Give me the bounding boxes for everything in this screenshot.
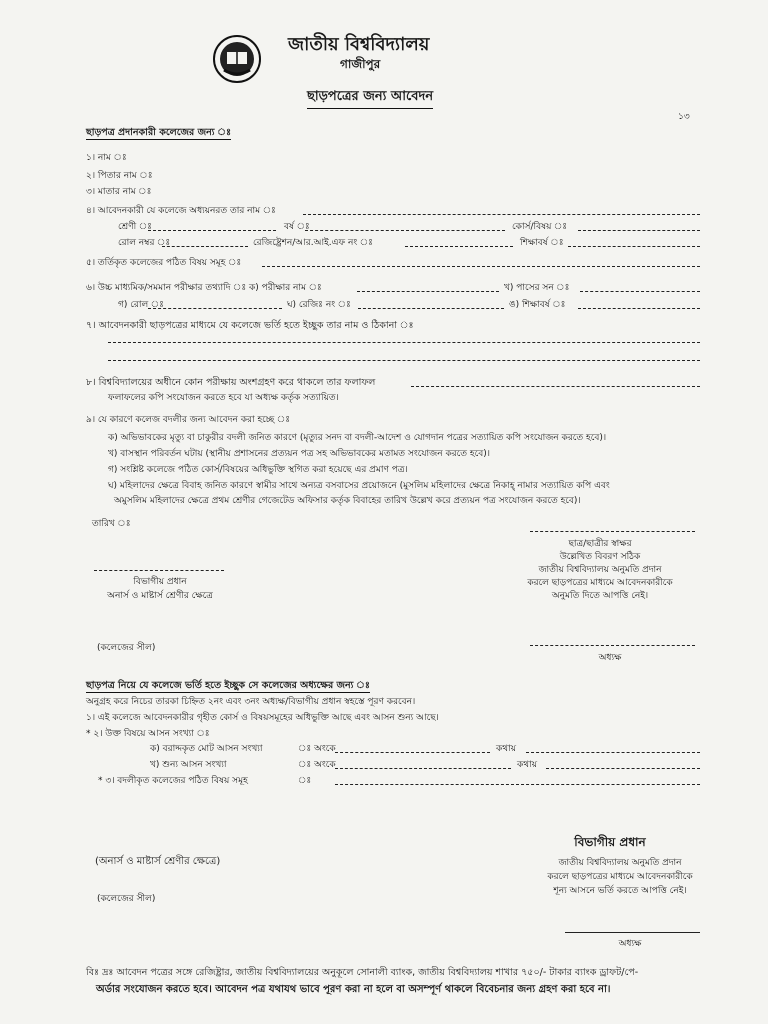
dept-head-label: বিভাগীয় প্রধান — [133, 577, 187, 587]
section2-permission-line-1: জাতীয় বিশ্ববিদ্যালয় অনুমতি প্রদান — [558, 858, 682, 868]
current-college-line[interactable] — [303, 214, 700, 215]
item-allocated-seats: ক) বরাদ্দকৃত মোট আসন সংখ্যা — [150, 744, 263, 754]
hsc-reg-line[interactable] — [358, 308, 504, 309]
hsc-session-line[interactable] — [578, 308, 700, 309]
principal-label-2: অধ্যক্ষ — [618, 939, 642, 949]
field-hsc-info: ৬। উচ্চ মাধ্যমিক/সমমান পরীক্ষার তথ্যাদি ঃ ক) পরীক্ষার নাম ঃ — [86, 283, 322, 293]
item-transfer-subjects: * ৩। বদলীকৃত কলেজের পঠিত বিষয় সমূহ — [98, 776, 248, 786]
field-mother-name: ৩। মাতার নাম ঃ — [86, 187, 152, 197]
allocated-seats-words-line[interactable] — [526, 752, 700, 753]
dept-head-note: অনার্স ও মাষ্টার্স শ্রেণীর ক্ষেত্রে — [107, 591, 213, 601]
reason-d-1: ঘ) মহিলাদের ক্ষেত্রে বিবাহ জনিত কারণে স্বামীর সাথে অন্যত্র বসবাসের প্রয়োজনে (মুসলিম মহিলাদের ক্ষেত্রে নিকাহ্ নামার সত্যায়িত কপি এবং — [108, 481, 610, 491]
reason-c: গ) সংশ্লিষ্ট কলেজে পঠিত কোর্স/বিষয়ের অধিভুক্তি স্থগিত করা হয়েছে এর প্রমাণ পত্র। — [108, 465, 408, 475]
verification-line-4: অনুমতি দিতে আপত্তি নেই। — [551, 591, 649, 601]
field-transfer-reason: ৯। যে কারণে কলেজ বদলীর জন্য আবেদন করা হচ্ছে ঃ — [86, 415, 291, 425]
field-session: শিক্ষাবর্ষ ঃ — [520, 238, 564, 248]
form-title: ছাড়পত্রের জন্য আবেদন — [307, 87, 433, 109]
principal-signature-line-2[interactable] — [565, 932, 700, 933]
target-college-line-2[interactable] — [108, 360, 700, 361]
vacant-seats-kothay: কথায় — [517, 760, 538, 770]
field-subjects: ৫। তর্তিকৃত কলেজের পঠিত বিষয় সমূহ ঃ — [86, 258, 242, 268]
corner-mark: ১৩ — [678, 112, 690, 122]
registration-line[interactable] — [405, 246, 513, 247]
exam-name-line[interactable] — [357, 291, 499, 292]
allocated-seats-kothay: কথায় — [496, 744, 517, 754]
reason-b: খ) বাসস্থান পরিবর্তন ঘটায় (স্থানীয় প্রশাসনের প্রত্যয়ন পত্র সহ অভিভাবকের মতামত সংযোজন করতে হবে)। — [108, 449, 490, 459]
student-signature-label: ছাত্র/ছাত্রীর স্বাক্ষর — [568, 539, 632, 549]
session-line[interactable] — [568, 246, 700, 247]
roll-line[interactable] — [162, 246, 248, 247]
principal-signature-line-1[interactable] — [530, 645, 695, 646]
field-year: বর্ষ ঃ — [284, 222, 310, 232]
class-line[interactable] — [148, 230, 276, 231]
section2-instruction: অনুগ্রহ করে নিচের তারকা চিহ্নিত ২নং এবং ৩নং অধ্যক্ষ/বিভাগীয় প্রধান স্বহস্তে পূরণ করবেন। — [86, 697, 416, 707]
section2-dept-head-label: বিভাগীয় প্রধান — [574, 835, 646, 849]
pass-year-line[interactable] — [580, 291, 700, 292]
field-registration: রেজিষ্ট্রেশন/আর.আই.এফ নং ঃ — [253, 238, 373, 248]
reason-d-2: অমুসলিম মহিলাদের ক্ষেত্রে প্রথম শ্রেণীর গেজেটেড অফিসার কর্তৃক বিবাহের তারিখ উল্লেখ করে প্রত্যয়ন পত্র সংযোজন করতে হবে)। — [114, 496, 581, 506]
verification-line-1: উল্লেখিত বিবরণ সঠিক — [559, 552, 641, 562]
exam-result-line[interactable] — [411, 386, 700, 387]
field-hsc-reg: ঘ) রেজিঃ নং ঃ — [287, 300, 351, 310]
field-exam-result: ৮। বিশ্ববিদ্যালয়ের অধীনে কোন পরীক্ষায় অংশগ্রহণ করে থাকলে তার ফলাফল — [86, 377, 376, 388]
student-signature-line[interactable] — [530, 531, 695, 532]
transfer-subjects-colon: ঃ — [298, 776, 312, 786]
section2-heading: ছাড়পত্র নিয়ে যে কলেজে ভর্তি হতে ইচ্ছুক সে কলেজের অধ্যক্ষের জন্য ঃ — [86, 680, 371, 691]
field-pass-year: খ) পাসের সন ঃ — [504, 283, 570, 293]
verification-line-3: করলে ছাড়পত্রের মাধ্যমে আবেদনকারীকে — [527, 578, 673, 588]
university-location: গাজীপুর — [340, 57, 381, 71]
hsc-roll-line[interactable] — [148, 308, 282, 309]
principal-label-1: অধ্যক্ষ — [598, 653, 622, 663]
field-date: তারিখ ঃ — [92, 519, 131, 529]
dept-head-signature-line[interactable] — [94, 570, 224, 571]
vacant-seats-ank: ঃ অংকে — [298, 760, 336, 770]
college-seal-2: (কলেজের সীল) — [97, 894, 156, 904]
item-seat-count: * ২। উক্ত বিষয়ে আসন সংখ্যা ঃ — [86, 729, 210, 739]
field-course: কোর্স/বিষয় ঃ — [512, 222, 568, 232]
transfer-subjects-line[interactable] — [335, 784, 700, 785]
vacant-seats-words-line[interactable] — [546, 768, 700, 769]
reason-a: ক) অভিভাবকের মৃত্যু বা চাকুরীর বদলী জনিত কারণে (মৃত্যুর সনদ বা বদলী-আদেশ ও যোগদান পত্রের সত্যায়িত কপি সংযোজন করতে হবে)। — [108, 433, 607, 443]
section2-permission-line-3: শূন্য আসনে ভর্তি করতে আপত্তি নেই। — [553, 886, 687, 896]
university-name: জাতীয় বিশ্ববিদ্যালয় — [288, 34, 430, 55]
field-hsc-session: ঙ) শিক্ষাবর্ষ ঃ — [509, 300, 566, 310]
field-class: শ্রেণী ঃ — [118, 222, 152, 232]
allocated-seats-ank: ঃ অংকে — [298, 744, 336, 754]
vacant-seats-number-line[interactable] — [335, 768, 511, 769]
section2-permission-line-2: করলে ছাড়পত্রের মাধ্যমে আবেদনকারীকে — [547, 872, 693, 882]
year-line[interactable] — [305, 230, 505, 231]
section1-heading: ছাড়পত্র প্রদানকারী কলেজের জন্য ঃ — [86, 127, 232, 138]
item-affiliation: ১। এই কলেজে আবেদনকারীর গৃহীত কোর্স ও বিষয়সমূহের অধিভুক্তি আছে এবং আসন শুন্য আছে। — [86, 713, 439, 723]
item-vacant-seats: খ) শুন্য আসন সংখ্যা — [150, 760, 227, 770]
field-current-college: ৪। আবেদনকারী যে কলেজে অধ্যয়নরত তার নাম ঃ — [86, 206, 276, 216]
subjects-line[interactable] — [262, 266, 700, 267]
field-target-college: ৭। আবেদনকারী ছাড়পত্রের মাধ্যমে যে কলেজে ভর্তি হতে ইচ্ছুক তার নাম ও ঠিকানা ঃ — [86, 320, 414, 331]
footer-note-line-1: বিঃ দ্রঃ আবেদন পত্রের সঙ্গে রেজিষ্ট্রার, জাতীয় বিশ্ববিদ্যালয়ের অনুকূলে সোনালী ব্যাংক, জাতীয় বিশ্ববিদ্যালয় শাখার ৭৫০/- টাকার ব্যাংক ড্রাফট/পে- — [86, 967, 639, 978]
section2-dept-note: (অনার্স ও মাষ্টার্স শ্রেণীর ক্ষেত্রে) — [95, 856, 221, 867]
college-seal-1: (কলেজের সীল) — [97, 643, 156, 653]
field-hsc-roll: গ) রোল ঃ — [118, 300, 164, 310]
field-roll: রোল নম্বর ঃ — [118, 238, 171, 248]
field-father-name: ২। পিতার নাম ঃ — [86, 171, 153, 181]
exam-result-note: ফলাফলের কপি সংযোজন করতে হবে যা অধ্যক্ষ কর্তৃক সত্যায়িত। — [108, 393, 339, 403]
field-name: ১। নাম ঃ — [86, 153, 127, 163]
allocated-seats-number-line[interactable] — [335, 752, 490, 753]
university-logo-icon — [212, 34, 262, 84]
target-college-line-1[interactable] — [108, 342, 700, 343]
verification-line-2: জাতীয় বিশ্ববিদ্যালয় অনুমতি প্রদান — [538, 565, 662, 575]
footer-note-line-2: অর্ডার সংযোজন করতে হবে। আবেদন পত্র যথাযথ ভাবে পূরণ করা না হলে বা অসম্পূর্ণ থাকলে বিবেচনার জন্য গ্রহণ করা হবে না। — [96, 984, 611, 995]
course-line[interactable] — [578, 230, 700, 231]
